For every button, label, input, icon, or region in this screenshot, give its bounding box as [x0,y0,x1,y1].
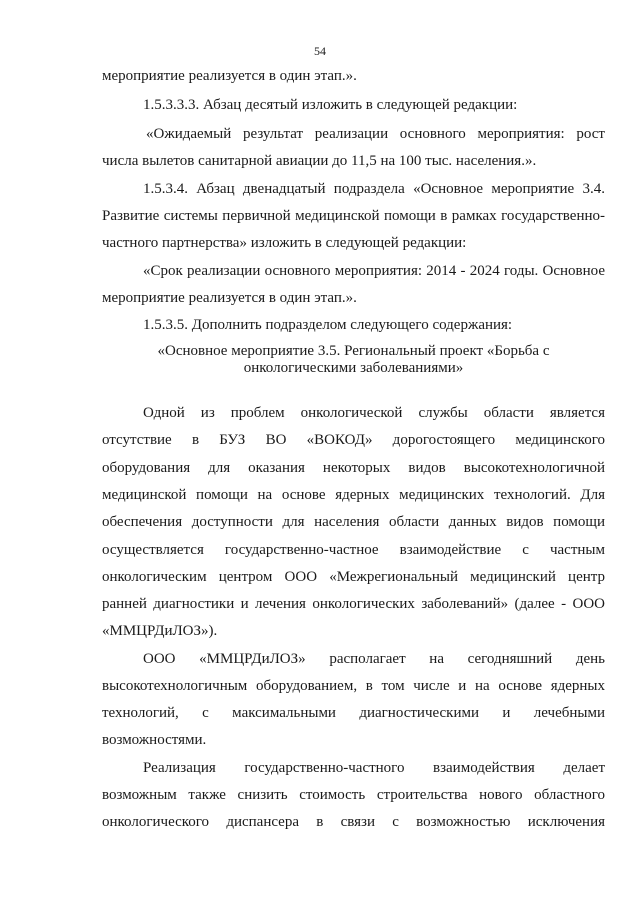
text-line: ранней диагностики и лечения онкологических заболеваний» (далее - ООО [102,596,605,612]
section-heading: «Основное мероприятие 3.5. Региональный проект «Борьба с [157,343,550,359]
text-line: онкологическим центром ООО «Межрегиональный медицинский центр [102,569,605,585]
text-line: осуществляется государственно-частное взаимодействие с частным [102,542,605,558]
text-line: «Срок реализации основного мероприятия: 2014 - 2024 годы. Основное [143,263,605,279]
text-line: ООО «ММЦРДиЛОЗ» располагает на сегодняшний день [143,651,605,667]
text-line: высокотехнологичным оборудованием, в том числе и на основе ядерных [102,678,605,694]
text-line: 1.5.3.5. Дополнить подразделом следующего содержания: [143,317,513,333]
text-line: мероприятие реализуется в один этап.». [102,290,357,306]
page-number: 54 [314,44,326,58]
text-line: «ММЦРДиЛОЗ»). [102,623,218,639]
text-line: Реализация государственно-частного взаимодействия делает [143,760,605,776]
text-line: 1.5.3.3.3. Абзац десятый изложить в следующей редакции: [143,97,518,113]
text-line: «Ожидаемый результат реализации основного мероприятия: рост [146,126,605,142]
text-line: Развитие системы первичной медицинской помощи в рамках государственно- [102,208,605,224]
text-line: мероприятие реализуется в один этап.». [102,68,357,84]
text-line: частного партнерства» изложить в следующей редакции: [102,235,467,251]
text-line: медицинской помощи на основе ядерных медицинских технологий. Для [102,487,605,503]
text-line: числа вылетов санитарной авиации до 11,5 на 100 тыс. населения.». [102,153,537,169]
text-line: возможным также снизить стоимость строительства нового областного [102,787,605,803]
text-line: онкологического диспансера в связи с возможностью исключения [102,814,605,830]
text-line: Одной из проблем онкологической службы области является [143,405,605,421]
text-line: возможностями. [102,732,207,748]
text-line: 1.5.3.4. Абзац двенадцатый подраздела «Основное мероприятие 3.4. [143,181,605,197]
section-heading: онкологическими заболеваниями» [243,360,464,376]
text-line: оборудования для оказания некоторых видов высокотехнологичной [102,460,605,476]
text-line: обеспечения доступности для населения области данных видов помощи [102,514,605,530]
text-line: технологий, с максимальными диагностическими и лечебными [102,705,605,721]
text-line: отсутствие в БУЗ ВО «ВОКОД» дорогостоящего медицинского [102,432,605,448]
